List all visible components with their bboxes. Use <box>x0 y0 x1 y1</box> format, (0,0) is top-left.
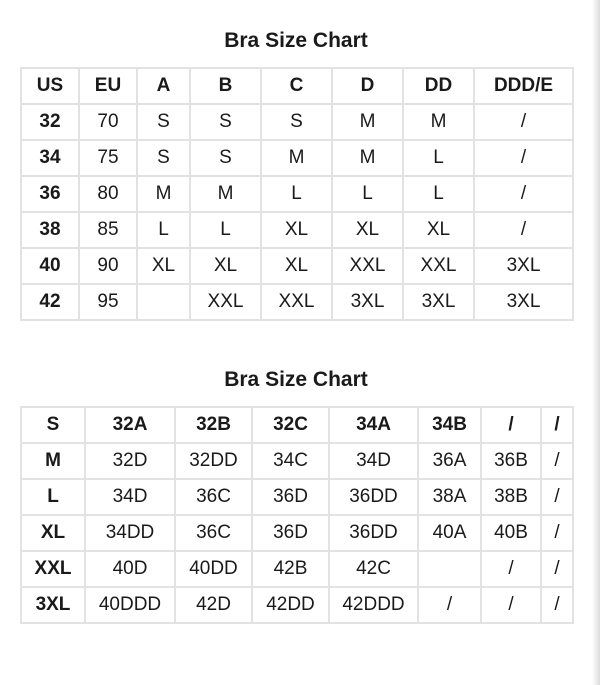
table-cell: S <box>261 104 332 140</box>
table-cell: 36D <box>252 515 329 551</box>
column-header: DDD/E <box>474 68 573 104</box>
table-cell: / <box>474 176 573 212</box>
column-header: US <box>21 68 79 104</box>
table-cell: XL <box>190 248 261 284</box>
table-cell: / <box>541 443 573 479</box>
table-cell: 80 <box>79 176 137 212</box>
table-row <box>21 479 573 515</box>
column-header: 32B <box>175 407 252 443</box>
column-header: 34B <box>418 407 481 443</box>
row-header: XXL <box>21 551 85 587</box>
header-row <box>21 68 573 104</box>
table-cell: 32D <box>85 443 175 479</box>
table-cell: 36D <box>252 479 329 515</box>
table-cell: 34C <box>252 443 329 479</box>
table-cell: 40B <box>481 515 541 551</box>
table-row <box>21 551 573 587</box>
row-header: M <box>21 443 85 479</box>
table-cell: 38B <box>481 479 541 515</box>
table-cell: 40DDD <box>85 587 175 623</box>
table-row <box>21 176 573 212</box>
table-cell: 75 <box>79 140 137 176</box>
row-header: 32 <box>21 104 79 140</box>
column-header: S <box>21 407 85 443</box>
chart-title-letter-sizes: Bra Size Chart <box>224 368 368 391</box>
table-cell: XL <box>261 248 332 284</box>
table-cell: 42B <box>252 551 329 587</box>
table-row <box>21 515 573 551</box>
row-header: XL <box>21 515 85 551</box>
table-row <box>21 587 573 623</box>
table-cell: S <box>137 140 190 176</box>
table-cell: M <box>403 104 474 140</box>
table-cell: 42C <box>329 551 418 587</box>
row-header: 36 <box>21 176 79 212</box>
table-cell: 36C <box>175 515 252 551</box>
table-cell: 95 <box>79 284 137 320</box>
table-cell: 34D <box>85 479 175 515</box>
table-row <box>21 104 573 140</box>
table-cell <box>418 551 481 587</box>
table-cell: / <box>481 551 541 587</box>
table-row <box>21 212 573 248</box>
table-cell: 36B <box>481 443 541 479</box>
table-cell: / <box>418 587 481 623</box>
column-header: / <box>541 407 573 443</box>
column-header: 34A <box>329 407 418 443</box>
table-cell: S <box>137 104 190 140</box>
table-cell: 36DD <box>329 515 418 551</box>
table-cell: / <box>541 479 573 515</box>
column-header: DD <box>403 68 474 104</box>
table-cell <box>137 284 190 320</box>
table-cell: 42DDD <box>329 587 418 623</box>
bra-size-table-us-eu <box>20 67 574 321</box>
table-cell: L <box>332 176 403 212</box>
table-cell: 3XL <box>332 284 403 320</box>
table-cell: XL <box>261 212 332 248</box>
table-cell: / <box>474 140 573 176</box>
table-cell: 34DD <box>85 515 175 551</box>
window-edge-shadow <box>592 0 600 685</box>
table-cell: XL <box>403 212 474 248</box>
table-cell: 38A <box>418 479 481 515</box>
table-cell: M <box>137 176 190 212</box>
table-cell: 32DD <box>175 443 252 479</box>
table-cell: L <box>137 212 190 248</box>
table-cell: 40DD <box>175 551 252 587</box>
row-header: L <box>21 479 85 515</box>
column-header: / <box>481 407 541 443</box>
row-header: 34 <box>21 140 79 176</box>
table-cell: XL <box>332 212 403 248</box>
table-cell: S <box>190 104 261 140</box>
table-cell: L <box>403 176 474 212</box>
table-cell: / <box>481 587 541 623</box>
table-cell: 40A <box>418 515 481 551</box>
table-cell: 85 <box>79 212 137 248</box>
row-header: 38 <box>21 212 79 248</box>
table-cell: XL <box>137 248 190 284</box>
table-cell: L <box>403 140 474 176</box>
table-cell: 36DD <box>329 479 418 515</box>
table-cell: XXL <box>332 248 403 284</box>
row-header: 40 <box>21 248 79 284</box>
table-cell: 3XL <box>403 284 474 320</box>
column-header: EU <box>79 68 137 104</box>
table-cell: 36C <box>175 479 252 515</box>
table-cell: XXL <box>403 248 474 284</box>
table-cell: 34D <box>329 443 418 479</box>
table-cell: S <box>190 140 261 176</box>
column-header: 32C <box>252 407 329 443</box>
header-row <box>21 407 573 443</box>
table-row <box>21 443 573 479</box>
table-cell: / <box>541 551 573 587</box>
table-cell: / <box>474 212 573 248</box>
table-cell: L <box>190 212 261 248</box>
table-cell: / <box>474 104 573 140</box>
table-cell: 40D <box>85 551 175 587</box>
table-cell: / <box>541 587 573 623</box>
column-header: C <box>261 68 332 104</box>
table-cell: XXL <box>261 284 332 320</box>
table-cell: 70 <box>79 104 137 140</box>
column-header: A <box>137 68 190 104</box>
row-header: 42 <box>21 284 79 320</box>
bra-size-table-letter-sizes <box>20 406 574 624</box>
table-cell: M <box>332 140 403 176</box>
table-cell: 3XL <box>474 284 573 320</box>
row-header: 3XL <box>21 587 85 623</box>
column-header: D <box>332 68 403 104</box>
table-cell: XXL <box>190 284 261 320</box>
table-cell: L <box>261 176 332 212</box>
table-cell: 3XL <box>474 248 573 284</box>
table-cell: 90 <box>79 248 137 284</box>
table-cell: M <box>261 140 332 176</box>
chart-title-us-eu: Bra Size Chart <box>224 29 368 52</box>
table-cell: M <box>332 104 403 140</box>
column-header: 32A <box>85 407 175 443</box>
table-cell: 42D <box>175 587 252 623</box>
table-row <box>21 284 573 320</box>
table-cell: M <box>190 176 261 212</box>
table-cell: 36A <box>418 443 481 479</box>
table-cell: 42DD <box>252 587 329 623</box>
table-cell: / <box>541 515 573 551</box>
table-row <box>21 248 573 284</box>
column-header: B <box>190 68 261 104</box>
table-row <box>21 140 573 176</box>
